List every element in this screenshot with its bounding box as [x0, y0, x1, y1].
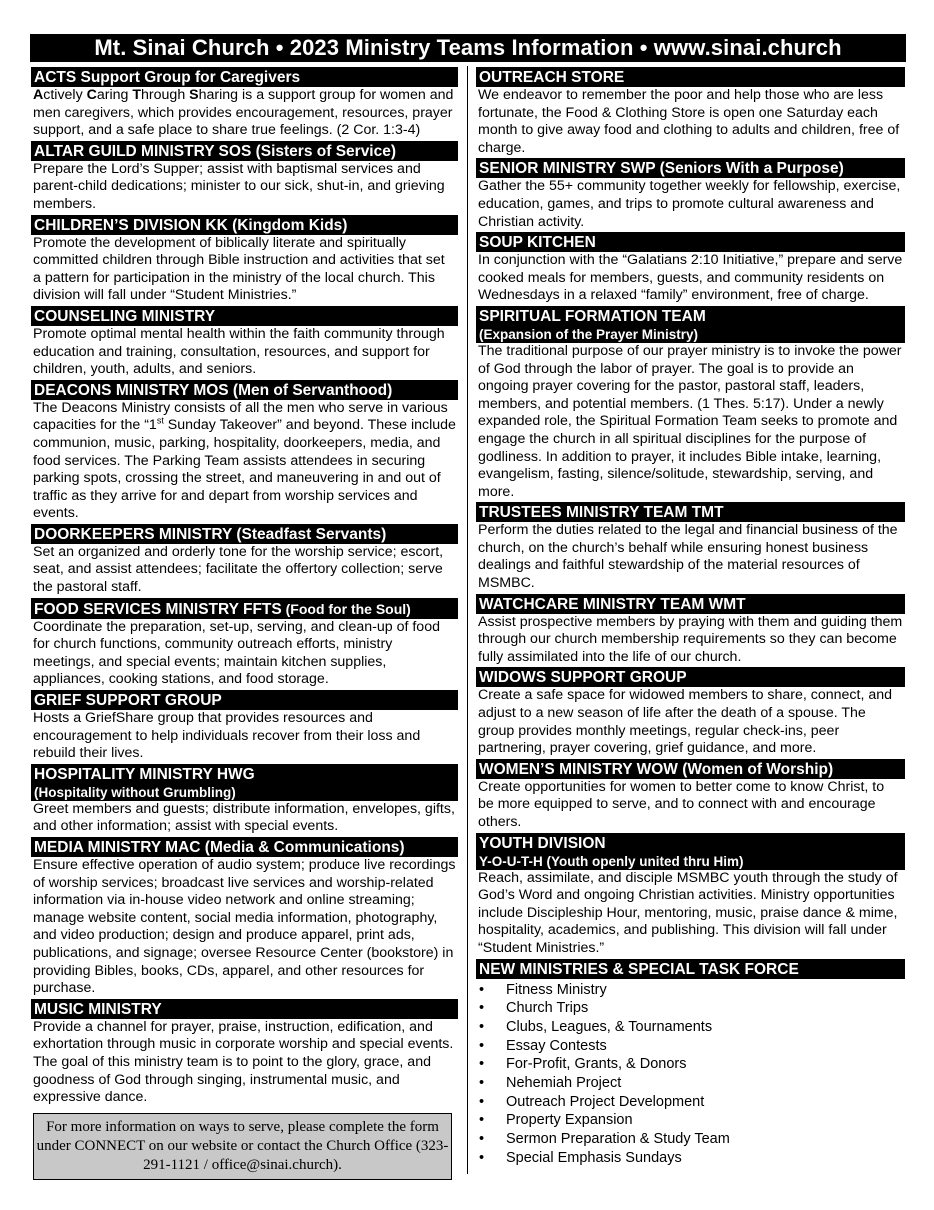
section-body-senior-ministry: Gather the 55+ community together weekly for fellowship, exercise, education, games, and trips to promote cultural awareness and Christian activity.: [478, 178, 901, 230]
section-heading-grief-support: GRIEF SUPPORT GROUP: [31, 690, 458, 710]
section-heading-senior-ministry: SENIOR MINISTRY SWP (Seniors With a Purpose): [476, 158, 905, 178]
section-heading-outreach-store: OUTREACH STORE: [476, 67, 905, 87]
column-divider: [467, 66, 468, 1174]
left-column: [31, 66, 458, 1180]
section-heading-doorkeepers: DOORKEEPERS MINISTRY (Steadfast Servants): [31, 524, 458, 544]
list-item: • Essay Contests: [476, 1037, 905, 1056]
section-body-youth-division: Reach, assimilate, and disciple MSMBC youth through the study of God’s Word and ongoing Christian activities. Ministry opportunities include Discipleship Hour, mentoring, music, praise dance & mime, hospitality, academics, and publishing. This division will fall under “Student Ministries.”: [478, 869, 898, 956]
section-heading-widows-support: WIDOWS SUPPORT GROUP: [476, 667, 905, 687]
section-heading-counseling: COUNSELING MINISTRY: [31, 306, 458, 326]
section-body-acts: Actively Caring Through Sharing is a support group for women and men caregivers, which provides encouragement, resources, prayer support, and a safe place to share true feelings. (2 Cor. 1:3-4): [33, 87, 454, 139]
list-item: • Church Trips: [476, 999, 905, 1018]
section-body-media: Ensure effective operation of audio system; produce live recordings of worship services; broadcast live services and worship-related information via in-house video network and online streaming; manage website content, social media information, photography, and video production; design and produce apparel, print ads, publications, and signage; oversee Resource Center (bookstore) in providing Bibles, books, CDs, apparel, and other resources for purchase.: [33, 857, 456, 997]
list-item: • For-Profit, Grants, & Donors: [476, 1055, 905, 1074]
page-title: Mt. Sinai Church • 2023 Ministry Teams Information • www.sinai.church: [30, 34, 906, 62]
section-heading-new-ministries: NEW MINISTRIES & SPECIAL TASK FORCE: [476, 959, 905, 979]
section-body-soup-kitchen: In conjunction with the “Galatians 2:10 Initiative,” prepare and serve cooked meals for members, guests, and community residents on Wednesdays in a relaxed “family” environment, free of charge.: [478, 252, 903, 304]
section-body-womens-ministry: Create opportunities for women to better come to know Christ, to be more equipped to serve, and to connect with and encourage others.: [478, 778, 885, 830]
section-heading-soup-kitchen: SOUP KITCHEN: [476, 232, 905, 252]
section-body-watchcare: Assist prospective members by praying with them and guiding them through our church membership requirements so they can become fully assimilated into the life of our church.: [478, 613, 903, 665]
section-body-childrens-division: Promote the development of biblically literate and spiritually committed children through Bible instruction and activities that set a pattern for participation in the ministry of the local church. This division will fall under “Student Ministries.”: [33, 234, 445, 304]
section-body-deacons: The Deacons Ministry consists of all the men who serve in various capacities for the “1st Sunday Takeover” and beyond. These include communion, music, parking, hospitality, doorkeepers, media, and food services. The Parking Team assists attendees in securing parking spots, crossing the street, and maneuvering in and out of traffic as they arrive for and depart from worship services and events.: [33, 399, 456, 522]
section-body-grief-support: Hosts a GriefShare group that provides resources and encouragement to help individuals recover from their loss and rebuild their lives.: [33, 710, 421, 762]
section-heading-media: MEDIA MINISTRY MAC (Media & Communications): [31, 837, 458, 857]
section-body-hospitality: Greet members and guests; distribute information, envelopes, gifts, and other information; assist with special events.: [33, 800, 455, 835]
section-body-food-services: Coordinate the preparation, set-up, serving, and clean-up of food for church functions, community outreach efforts, ministry meetings, and special events; maintain kitchen supplies, appliances, cooking stations, and food storage.: [33, 618, 440, 688]
section-heading-spiritual-formation: SPIRITUAL FORMATION TEAM (Expansion of the Prayer Ministry): [476, 306, 905, 343]
section-heading-womens-ministry: WOMEN’S MINISTRY WOW (Women of Worship): [476, 759, 905, 779]
section-heading-music: MUSIC MINISTRY: [31, 999, 458, 1019]
section-body-doorkeepers: Set an organized and orderly tone for the worship service; escort, seat, and assist attendees; facilitate the offertory collection; serve the pastoral staff.: [33, 543, 444, 596]
section-heading-youth-division: YOUTH DIVISION Y-O-U-T-H (Youth openly united thru Him): [476, 833, 905, 870]
section-body-spiritual-formation: The traditional purpose of our prayer ministry is to invoke the power of God through the labor of prayer. The goal is to provide an ongoing prayer covering for the pastor, pastoral staff, leaders, members, and potential members. (1 Thes. 5:17). Under a newly expanded role, the Spiritual Formation Team seeks to promote and engage the church in all spiritual disciplines for the purpose of godliness. In addition to prayer, it includes Bible intake, learning, evangelism, fasting, silence/solitude, stewardship, serving, and more.: [478, 342, 902, 500]
section-heading-deacons: DEACONS MINISTRY MOS (Men of Servanthood): [31, 380, 458, 400]
section-body-altar-guild: Prepare the Lord’s Supper; assist with baptismal services and parent-child dedications; minister to our sick, shut-in, and grieving members.: [33, 160, 445, 212]
section-body-trustees: Perform the duties related to the legal and financial business of the church, on the church’s behalf while ensuring honest business dealings and faithful stewardship of the material resources of MSMBC.: [478, 522, 898, 592]
list-item: • Property Expansion: [476, 1111, 905, 1130]
list-item: • Outreach Project Development: [476, 1093, 905, 1112]
new-ministries-list: [476, 981, 905, 1168]
section-body-counseling: Promote optimal mental health within the faith community through education and training, consultation, resources, and support for children, youth, adults, and seniors.: [33, 325, 445, 378]
list-item: • Fitness Ministry: [476, 981, 905, 1000]
section-body-music: Provide a channel for prayer, praise, instruction, edification, and exhortation through music in corporate worship and special events. The goal of this ministry team is to point to the glory, grace, and goodness of God through singing, instrumental music, and expressive dance.: [33, 1018, 454, 1106]
section-heading-watchcare: WATCHCARE MINISTRY TEAM WMT: [476, 594, 905, 614]
list-item: • Nehemiah Project: [476, 1074, 905, 1093]
section-heading-hospitality: HOSPITALITY MINISTRY HWG (Hospitality without Grumbling): [31, 764, 458, 801]
list-item: • Clubs, Leagues, & Tournaments: [476, 1018, 905, 1037]
list-item: • Sermon Preparation & Study Team: [476, 1130, 905, 1149]
section-heading-trustees: TRUSTEES MINISTRY TEAM TMT: [476, 502, 905, 522]
contact-info-box: For more information on ways to serve, please complete the form under CONNECT on our website or contact the Church Office (323-291-1121 / office@sinai.church).: [33, 1113, 452, 1180]
section-heading-altar-guild: ALTAR GUILD MINISTRY SOS (Sisters of Service): [31, 141, 458, 161]
list-item: • Special Emphasis Sundays: [476, 1149, 905, 1168]
section-body-outreach-store: We endeavor to remember the poor and help those who are less fortunate, the Food & Clothing Store is open one Saturday each month to give away food and clothing to adults and children, free of charge.: [478, 87, 900, 156]
section-heading-childrens-division: CHILDREN’S DIVISION KK (Kingdom Kids): [31, 215, 458, 235]
right-column: [476, 66, 905, 1168]
section-body-widows-support: Create a safe space for widowed members to share, connect, and adjust to a new season of life after the death of a spouse. The group provides monthly meetings, regular check-ins, peer partnering, prayer covering, grief guidance, and more.: [478, 687, 893, 757]
section-heading-food-services: FOOD SERVICES MINISTRY FFTS (Food for the Soul): [31, 598, 458, 619]
section-heading-acts: ACTS Support Group for Caregivers: [31, 67, 458, 87]
